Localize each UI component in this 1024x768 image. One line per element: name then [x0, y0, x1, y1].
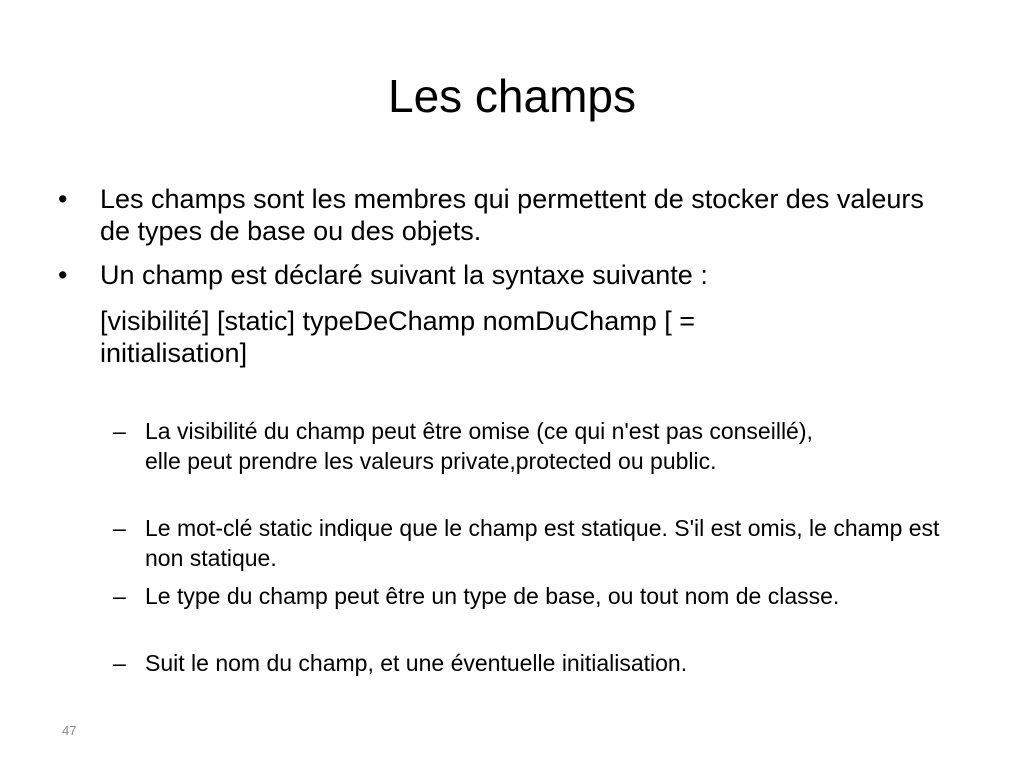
bullet-item [58, 259, 960, 291]
bullet-dot-icon: • [58, 184, 68, 214]
dash-bullet-icon: – [113, 418, 126, 444]
dash-bullet-icon: – [113, 515, 126, 541]
bullet-text: Un champ est déclaré suivant la syntaxe suivante : [100, 260, 708, 290]
sub-bullet-item [113, 416, 845, 476]
bullet-item [58, 183, 960, 247]
page-number: 47 [62, 723, 77, 738]
sub-bullet-text: Le mot-clé static indique que le champ est statique. S'il est omis, le champ est non statique. [145, 515, 940, 571]
sub-bullet-item [113, 581, 975, 611]
dash-bullet-icon: – [113, 583, 126, 609]
sub-bullet-item [113, 648, 975, 678]
slide-title: Les champs [387, 70, 636, 122]
bullet-dot-icon: • [58, 260, 68, 290]
dash-bullet-icon: – [113, 650, 126, 676]
sub-bullet-item [113, 513, 975, 573]
sub-bullet-text: La visibilité du champ peut être omise (ce qui n'est pas conseillé), elle peut prendre les valeurs private,protected ou public. [145, 418, 813, 474]
sub-bullet-text: Le type du champ peut être un type de base, ou tout nom de classe. [145, 583, 840, 609]
syntax-line: [visibilité] [static] typeDeChamp nomDuChamp [ = initialisation] [100, 306, 695, 368]
sub-bullet-text: Suit le nom du champ, et une éventuelle initialisation. [145, 650, 688, 676]
bullet-text: Les champs sont les membres qui permettent de stocker des valeurs de types de base ou des objets. [100, 184, 924, 246]
